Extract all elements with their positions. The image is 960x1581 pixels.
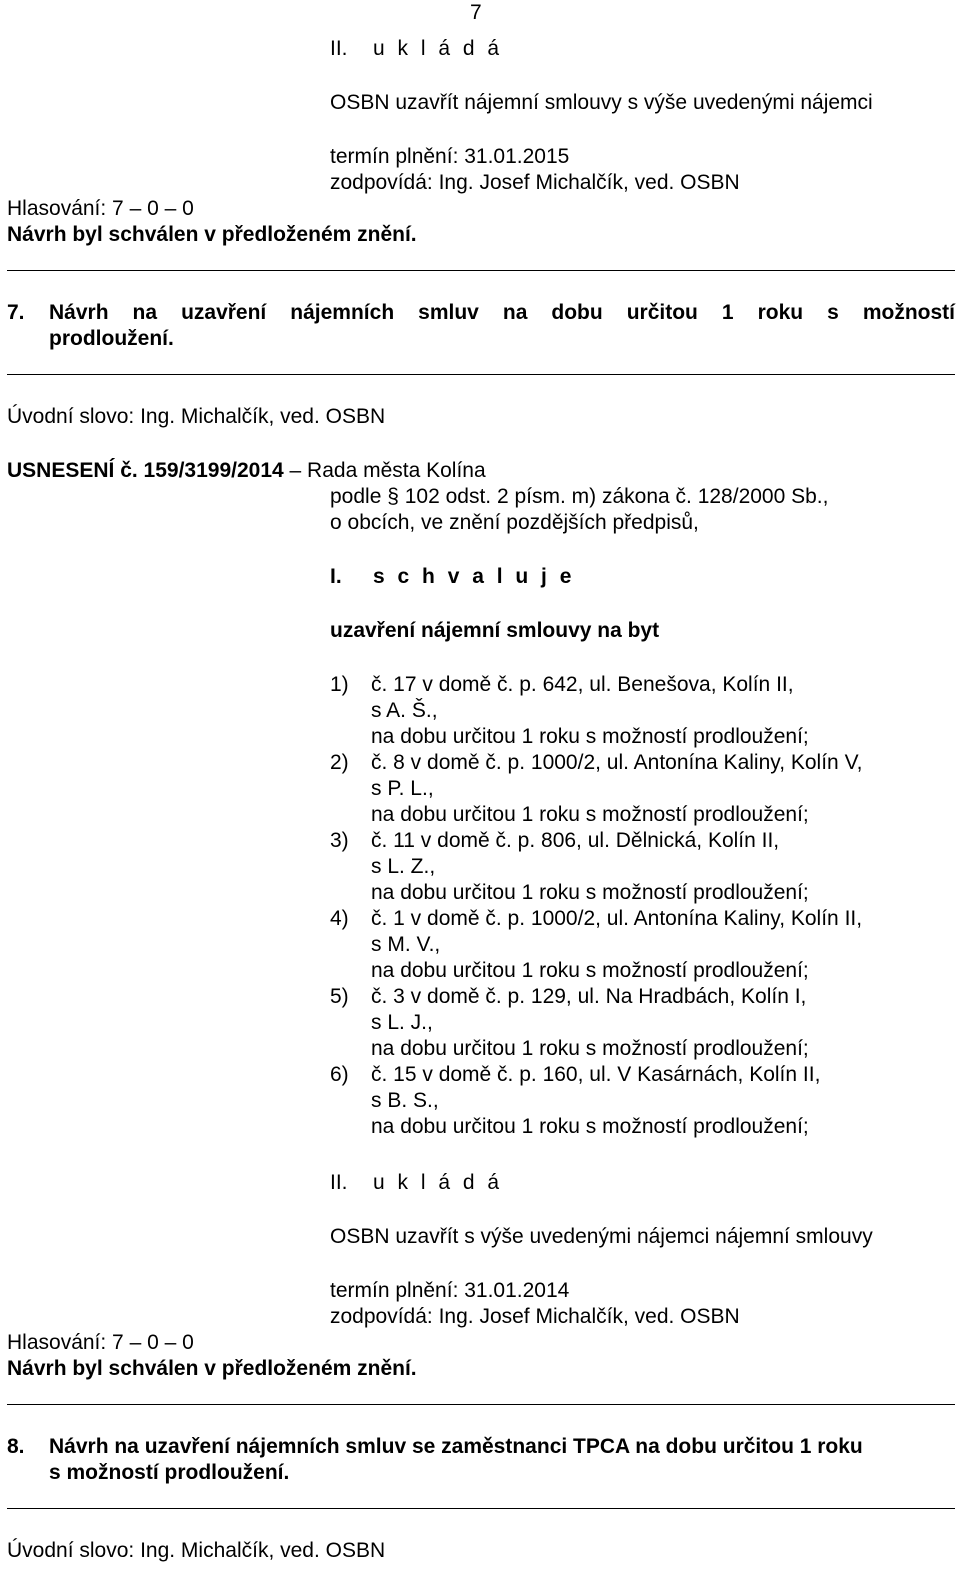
apartment-address: č. 11 v domě č. p. 806, ul. Dělnická, Kolín II,	[371, 829, 780, 852]
item7-vote: Hlasování: 7 – 0 – 0	[7, 1331, 194, 1354]
item8-title-line2: s možností prodloužení.	[49, 1461, 290, 1484]
apartment-number: 4)	[330, 907, 349, 930]
legal-basis-line2: o obcích, ve znění pozdějších předpisů,	[330, 511, 699, 534]
apartment-tenant: s P. L.,	[371, 777, 434, 800]
part1-roman: I.	[330, 565, 342, 588]
apartment-address: č. 17 v domě č. p. 642, ul. Benešova, Kolín II,	[371, 673, 794, 696]
apartment-tenant: s L. Z.,	[371, 855, 436, 878]
resolution-label: USNESENÍ č. 159/3199/2014	[7, 459, 284, 482]
apartment-tenant: s M. V.,	[371, 933, 441, 956]
apartment-number: 2)	[330, 751, 349, 774]
apartment-term: na dobu určitou 1 roku s možností prodloužení;	[371, 881, 809, 904]
apartment-number: 1)	[330, 673, 349, 696]
part1-heading: uzavření nájemní smlouvy na byt	[330, 619, 660, 642]
item7-intro: Úvodní slovo: Ing. Michalčík, ved. OSBN	[7, 405, 386, 428]
item7-deadline: termín plnění: 31.01.2014	[330, 1279, 570, 1302]
apartment-address: č. 1 v domě č. p. 1000/2, ul. Antonína Kaliny, Kolín II,	[371, 907, 863, 930]
apartment-number: 3)	[330, 829, 349, 852]
block1-vote: Hlasování: 7 – 0 – 0	[7, 197, 194, 220]
apartment-term: na dobu určitou 1 roku s možností prodloužení;	[371, 959, 809, 982]
block1-action: u k l á d á	[373, 37, 503, 60]
item7-title-line2: prodloužení.	[49, 327, 174, 350]
item7-result: Návrh byl schválen v předloženém znění.	[7, 1357, 417, 1380]
apartment-tenant: s L. J.,	[371, 1011, 433, 1034]
apartment-number: 6)	[330, 1063, 349, 1086]
apartment-tenant: s A. Š.,	[371, 699, 438, 722]
block1-roman: II.	[330, 37, 348, 60]
apartment-term: na dobu určitou 1 roku s možností prodloužení;	[371, 1115, 809, 1138]
apartment-address: č. 3 v domě č. p. 129, ul. Na Hradbách, Kolín I,	[371, 985, 807, 1008]
resolution-line	[7, 458, 486, 484]
block1-result: Návrh byl schválen v předloženém znění.	[7, 223, 417, 246]
page-number: 7	[470, 1, 482, 24]
part2-action: u k l á d á	[373, 1171, 503, 1194]
block1-responsible: zodpovídá: Ing. Josef Michalčík, ved. OSBN	[330, 171, 740, 194]
item7-number: 7.	[7, 301, 25, 324]
item8-title-line1: Návrh na uzavření nájemních smluv se zaměstnanci TPCA na dobu určitou 1 roku	[49, 1435, 863, 1458]
item8-intro: Úvodní slovo: Ing. Michalčík, ved. OSBN	[7, 1539, 386, 1562]
resolution-body: – Rada města Kolína	[289, 459, 486, 482]
part1-action: s c h v a l u j e	[373, 565, 575, 588]
apartment-term: na dobu určitou 1 roku s možností prodloužení;	[371, 803, 809, 826]
item8-number: 8.	[7, 1435, 25, 1458]
apartment-term: na dobu určitou 1 roku s možností prodloužení;	[371, 1037, 809, 1060]
part2-roman: II.	[330, 1171, 348, 1194]
item7-title-text: Návrh na uzavření nájemních smluv na dobu určitou 1 roku s možností	[49, 301, 955, 324]
divider	[7, 1508, 955, 1509]
block1-text: OSBN uzavřít nájemní smlouvy s výše uvedenými nájemci	[330, 91, 873, 114]
item7-title-line1	[7, 300, 955, 326]
item7-responsible: zodpovídá: Ing. Josef Michalčík, ved. OSBN	[330, 1305, 740, 1328]
apartment-term: na dobu určitou 1 roku s možností prodloužení;	[371, 725, 809, 748]
apartment-tenant: s B. S.,	[371, 1089, 439, 1112]
apartment-number: 5)	[330, 985, 349, 1008]
divider	[7, 374, 955, 375]
divider	[7, 270, 955, 271]
apartment-address: č. 8 v domě č. p. 1000/2, ul. Antonína Kaliny, Kolín V,	[371, 751, 863, 774]
apartment-address: č. 15 v domě č. p. 160, ul. V Kasárnách, Kolín II,	[371, 1063, 821, 1086]
divider	[7, 1404, 955, 1405]
legal-basis-line1: podle § 102 odst. 2 písm. m) zákona č. 128/2000 Sb.,	[330, 485, 829, 508]
part2-text: OSBN uzavřít s výše uvedenými nájemci nájemní smlouvy	[330, 1225, 873, 1248]
block1-deadline: termín plnění: 31.01.2015	[330, 145, 570, 168]
